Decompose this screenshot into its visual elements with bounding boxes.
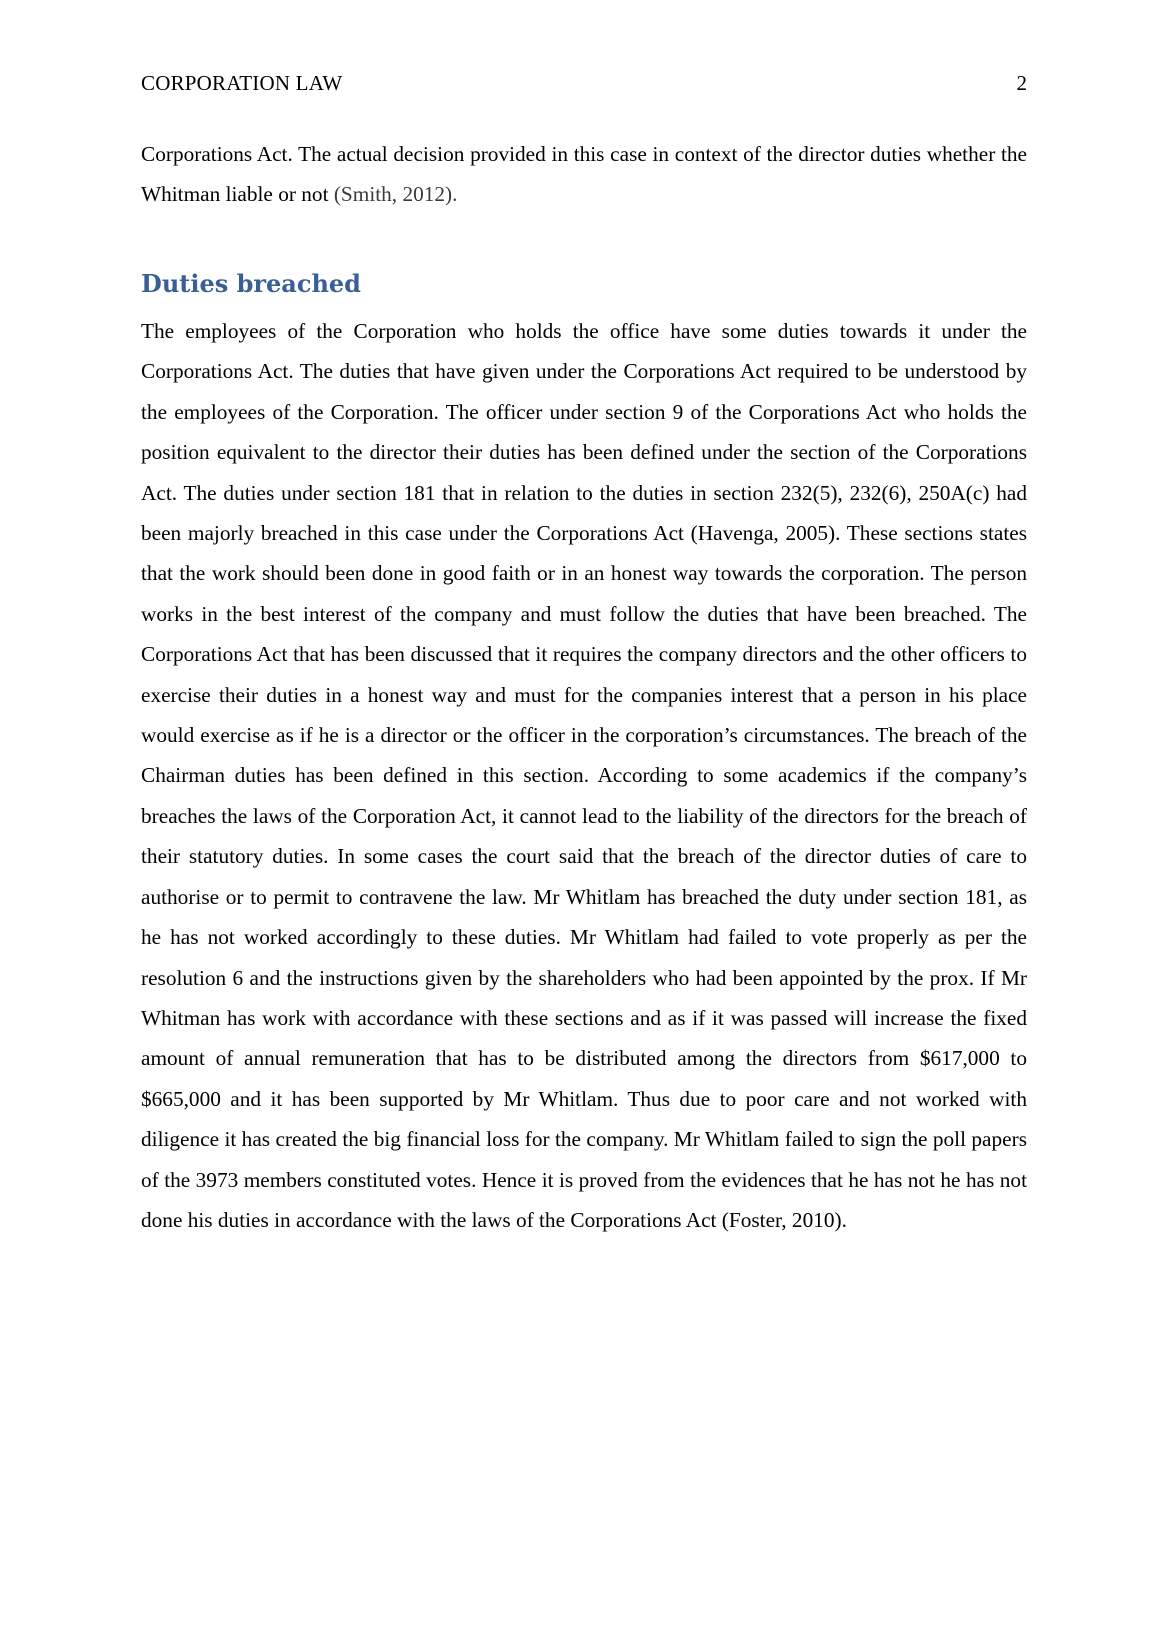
page-number: 2 (1016, 71, 1027, 95)
intro-paragraph-text: Corporations Act. The actual decision provided in this case in context of the director duties whether the Whitman liable or not (141, 142, 1027, 207)
intro-citation: (Smith, 2012) (333, 182, 453, 207)
section-heading: Duties breached (141, 269, 361, 298)
running-header-title: CORPORATION LAW (141, 71, 343, 95)
page-header (141, 68, 1027, 98)
section-paragraph: The employees of the Corporation who holds the office have some duties towards it under the Corporations Act. The duties that have given under the Corporations Act required to be understood by the employees of the Corporation. The officer under section 9 of the Corporations Act who holds the position equivalent to the director their duties has been defined under the section of the Corporations Act. The duties under section 181 that in relation to the duties in section 232(5), 232(6), 250A(c) had been majorly breached in this case under the Corporations Act (Havenga, 2005). These sections states that the work should been done in good faith or in an honest way towards the corporation. The person works in the best interest of the company and must follow the duties that have been breached. The Corporations Act that has been discussed that it requires the company directors and the other officers to exercise their duties in a honest way and must for the companies interest that a person in his place would exercise as if he is a director or the officer in the corporation’s circumstances. The breach of the Chairman duties has been defined in this section. According to some academics if the company’s breaches the laws of the Corporation Act, it cannot lead to the liability of the directors for the breach of their statutory duties. In some cases the court said that the breach of the director duties of care to authorise or to permit to contravene the law. Mr Whitlam has breached the duty under section 181, as he has not worked accordingly to these duties. Mr Whitlam had failed to vote properly as per the resolution 6 and the instructions given by the shareholders who had been appointed by the prox. If Mr Whitman has work with accordance with these sections and as if it was passed will increase the fixed amount of annual remuneration that has to be distributed among the directors from $617,000 to $665,000 and it has been supported by Mr Whitlam. Thus due to poor care and not worked with diligence it has created the big financial loss for the company. Mr Whitlam failed to sign the poll papers of the 3973 members constituted votes. Hence it is proved from the evidences that he has not he has not done his duties in accordance with the laws of the Corporations Act (Foster, 2010). (141, 319, 1027, 1232)
intro-paragraph (141, 134, 1027, 215)
intro-paragraph-end: . (452, 182, 458, 207)
